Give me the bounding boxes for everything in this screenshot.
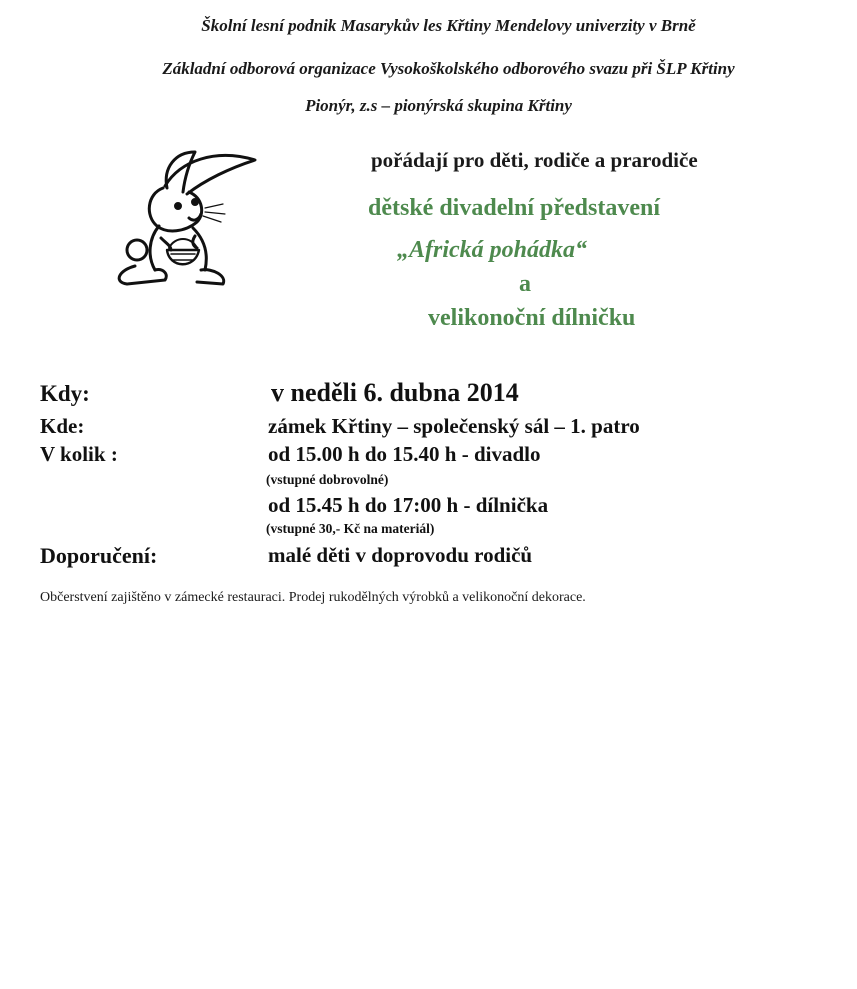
when-label: Kdy:	[40, 381, 90, 406]
time-workshop: od 15.45 h do 17:00 h - dílnička	[268, 493, 549, 517]
and-connector: a	[519, 271, 531, 297]
time-theatre: od 15.00 h do 15.40 h - divadlo	[268, 442, 541, 466]
footer-note: Občerstvení zajištěno v zámecké restauraci. Prodej rukodělných výrobků a velikonoční dekorace.	[40, 590, 586, 605]
workshop-title: velikonoční dílničku	[428, 305, 636, 331]
show-title: „Africká pohádka“	[397, 237, 588, 263]
recommendation-label: Doporučení:	[40, 543, 158, 568]
where-label: Kde:	[40, 414, 85, 438]
note-theatre: (vstupné dobrovolné)	[266, 472, 389, 487]
organizer-line-2: Základní odborová organizace Vysokoškolského odborového svazu při ŠLP Křtiny	[162, 59, 735, 78]
note-workshop: (vstupné 30,- Kč na materiál)	[266, 521, 435, 536]
time-label: V kolik :	[40, 442, 118, 466]
invite-audience: pořádají pro děti, rodiče a prarodiče	[371, 148, 698, 172]
when-value: v neděli 6. dubna 2014	[271, 378, 519, 407]
recommendation-value: malé děti v doprovodu rodičů	[268, 543, 533, 567]
show-type: dětské divadelní představení	[368, 195, 661, 221]
bunny-icon	[105, 146, 270, 291]
where-value: zámek Křtiny – společenský sál – 1. patro	[268, 414, 640, 438]
organizer-line-3: Pionýr, z.s – pionýrská skupina Křtiny	[305, 96, 572, 115]
organizer-line-1: Školní lesní podnik Masarykův les Křtiny Mendelovy univerzity v Brně	[201, 16, 696, 35]
